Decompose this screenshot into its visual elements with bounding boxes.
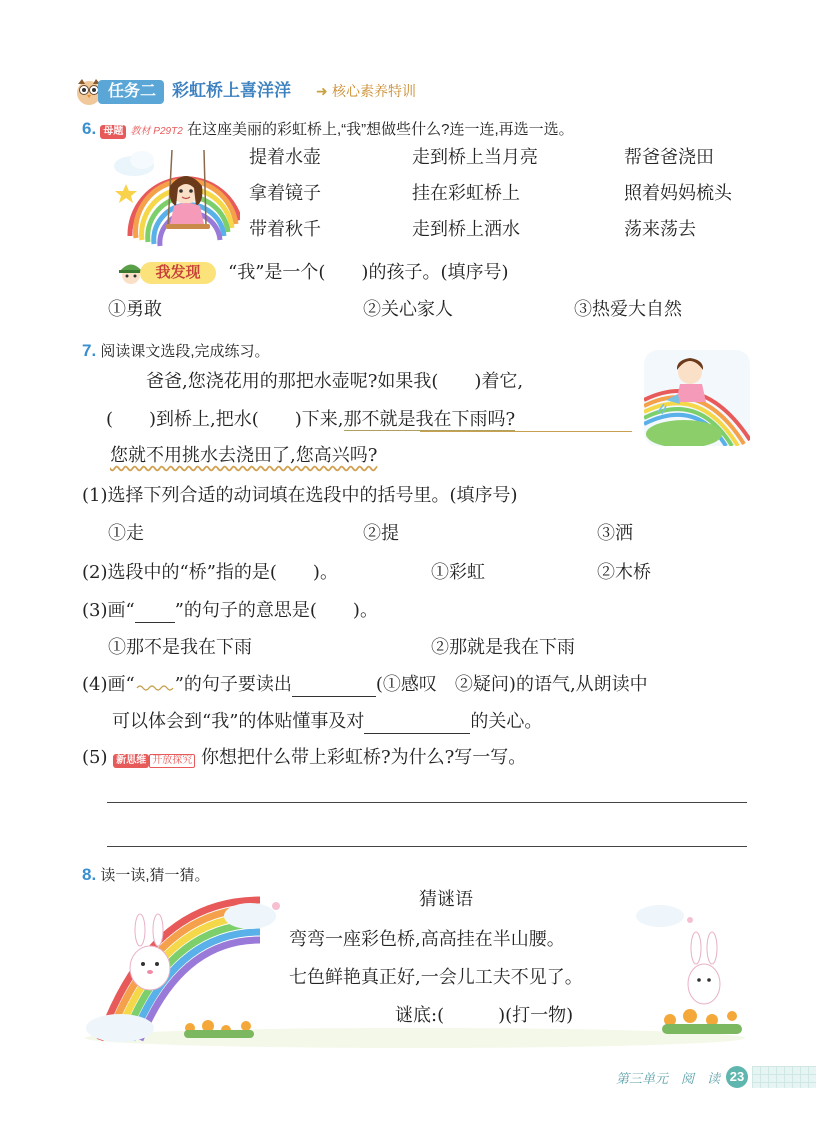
q7-sub4-start: (4)画“ — [82, 674, 135, 695]
q6-column-2 — [412, 146, 538, 254]
wavy-underlined-sentence: 您就不用挑水去浇田了,您高兴吗? — [110, 445, 378, 466]
q7-prompt: 阅读课文选段,完成练习。 — [100, 343, 270, 360]
match-item-left[interactable]: 拿着镜子 — [249, 183, 321, 204]
q7-sub5-text: 你想把什么带上彩虹桥?为什么?写一写。 — [200, 747, 527, 768]
open-inquiry-badge: 开放探究 — [149, 754, 195, 768]
footer-grid-decoration — [752, 1066, 816, 1088]
match-item-middle[interactable]: 挂在彩虹桥上 — [412, 183, 520, 204]
source-reference: 教材 P29T2 — [130, 126, 183, 137]
q7-sub4-line2-start: 可以体会到“我”的体贴懂事及对 — [112, 711, 365, 732]
answer-blank[interactable] — [292, 678, 376, 697]
q7-sub5 — [82, 746, 526, 770]
q7-sub2: (2)选段中的“桥”指的是( )。 — [82, 562, 338, 583]
match-item-right[interactable]: 荡来荡去 — [624, 219, 696, 240]
question-number: 7. — [82, 341, 97, 360]
q6-column-3 — [624, 146, 732, 254]
q7-sub5-prefix: (5) — [82, 747, 108, 768]
q6-option[interactable]: ②关心家人 — [363, 299, 453, 320]
match-item-right[interactable]: 照着妈妈梳头 — [624, 183, 732, 204]
q7-sub4-end: (①感叹 ②疑问)的语气,从朗读中 — [375, 674, 648, 695]
riddle-title: 猜谜语 — [419, 889, 473, 910]
new-thinking-badge: 新思维 — [113, 754, 149, 768]
q6-option[interactable]: ③热爱大自然 — [574, 299, 682, 320]
q7-sub1-option[interactable]: ②提 — [363, 523, 399, 544]
girl-watering-rainbow-illustration — [644, 350, 750, 446]
q6-prompt: 在这座美丽的彩虹桥上,“我”想做些什么?连一连,再选一选。 — [186, 121, 574, 138]
q7-sub4-line2 — [112, 710, 542, 734]
match-item-right[interactable]: 帮爸爸浇田 — [624, 147, 714, 168]
q7-sub3 — [82, 599, 378, 623]
match-item-middle[interactable]: 走到桥上当月亮 — [412, 147, 538, 168]
q7-sub2-option[interactable]: ①彩虹 — [431, 562, 485, 583]
mother-question-badge: 母题 — [100, 125, 126, 139]
unit-label: 第三单元 阅 读 — [616, 1071, 721, 1086]
match-item-left[interactable]: 提着水壶 — [249, 147, 321, 168]
wavy-line-sample — [135, 676, 175, 692]
match-item-left[interactable]: 带着秋千 — [249, 219, 321, 240]
q6-option[interactable]: ①勇敢 — [108, 299, 162, 320]
straight-underlined-sentence: 那不就是我在下雨吗? — [343, 409, 516, 430]
q7-sub4 — [82, 673, 648, 697]
discover-banner — [116, 258, 224, 288]
q7-sub1-option[interactable]: ①走 — [108, 523, 144, 544]
q7-sub2-option[interactable]: ②木桥 — [597, 562, 651, 583]
arrow-right-icon: ➜ — [316, 83, 328, 99]
q7-sub3-end: ”的句子的意思是( )。 — [174, 600, 378, 621]
question-number: 6. — [82, 119, 97, 138]
q7-sub3-option[interactable]: ②那就是我在下雨 — [431, 637, 575, 658]
task-subtitle: 核心素养特训 — [332, 83, 416, 99]
passage-line-1: 爸爸,您浇花用的那把水壶呢?如果我( )着它, — [146, 371, 524, 392]
task-label: 任务二 — [98, 80, 164, 104]
q7-sub4-middle: ”的句子要读出 — [174, 674, 292, 695]
q7-header — [82, 340, 270, 363]
task-header — [76, 76, 436, 106]
match-item-middle[interactable]: 走到桥上洒水 — [412, 219, 520, 240]
q7-sub4-line2-end: 的关心。 — [470, 711, 543, 732]
riddle-line-2: 七色鲜艳真正好,一会儿工夫不见了。 — [289, 967, 583, 988]
writing-line[interactable] — [107, 802, 747, 803]
discover-label: 我发现 — [140, 262, 216, 284]
q7-sub3-start: (3)画“ — [82, 600, 135, 621]
q7-sub3-option[interactable]: ①那不是我在下雨 — [108, 637, 252, 658]
task-title: 彩虹桥上喜洋洋 — [172, 81, 291, 100]
q8-prompt: 读一读,猜一猜。 — [100, 867, 210, 884]
riddle-answer: 谜底:( )(打一物) — [395, 1005, 574, 1026]
question-number: 8. — [82, 865, 97, 884]
straight-underline — [420, 431, 632, 432]
passage-line-3 — [110, 444, 377, 468]
q6-column-1 — [249, 146, 321, 254]
q7-sub1-option[interactable]: ③洒 — [597, 523, 633, 544]
girl-rainbow-swing-illustration — [112, 140, 240, 248]
page-number: 23 — [726, 1066, 748, 1088]
answer-blank[interactable] — [364, 715, 470, 734]
riddle-line-1: 弯弯一座彩色桥,高高挂在半山腰。 — [289, 929, 565, 950]
straight-line-sample — [135, 604, 175, 623]
discover-text: “我”是一个( )的孩子。(填序号) — [228, 262, 509, 283]
writing-line[interactable] — [107, 846, 747, 847]
passage-line-2 — [106, 408, 515, 432]
q7-sub1: (1)选择下列合适的动词填在选段中的括号里。(填序号) — [82, 485, 518, 506]
passage-line-2-start: ( )到桥上,把水( )下来, — [106, 409, 344, 430]
